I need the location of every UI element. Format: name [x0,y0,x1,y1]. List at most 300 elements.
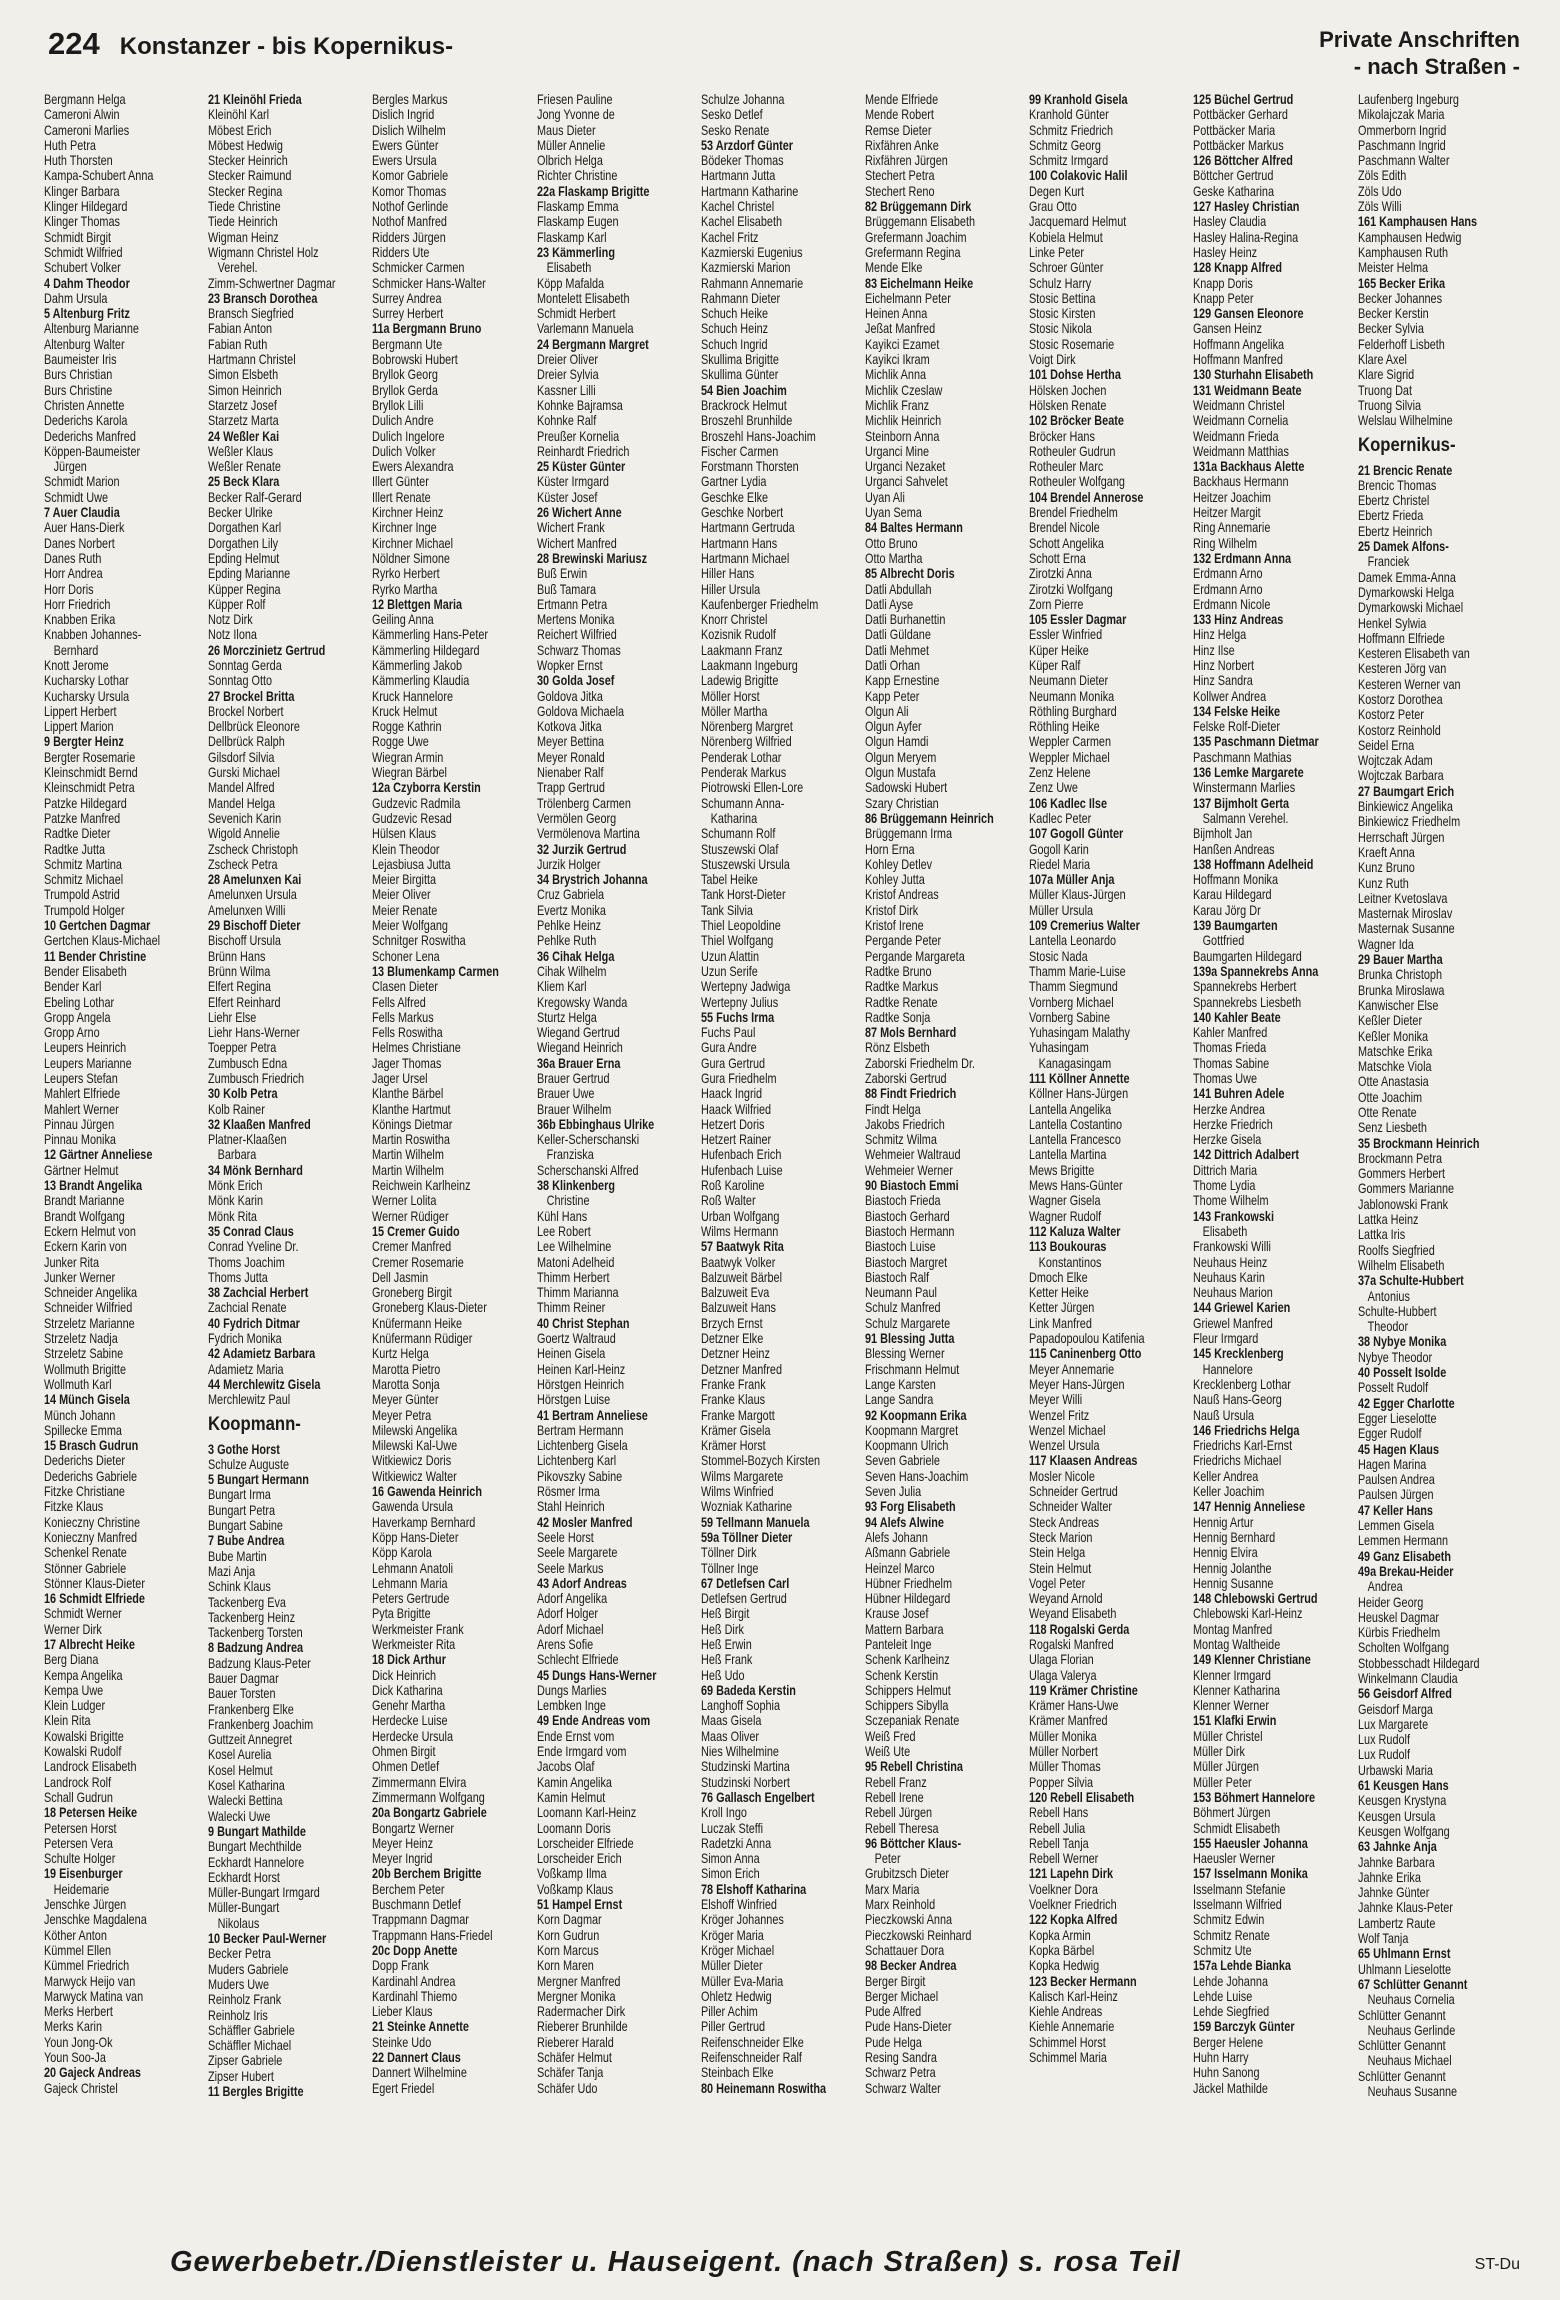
directory-column [865,92,1029,2242]
resident-entry: Weidmann Cornelia [1193,413,1289,429]
resident-entry: Kamphausen Hedwig [1357,229,1461,245]
resident-entry: Binkiewicz Angelika [1357,799,1453,815]
resident-entry: Schmitz Michael [44,872,124,888]
resident-entry: Olgun Meryem [864,749,937,765]
resident-entry: Meyer Hans-Jürgen [1029,1376,1125,1392]
house-number-entry: 102 Bröcker Beate [1029,413,1125,429]
resident-entry: Wilhelm Elisabeth [1357,1257,1444,1273]
resident-entry: Schulze Johanna [700,92,785,107]
resident-entry: Biastoch Hermann [864,1223,955,1239]
resident-entry: Conrad Yveline Dr. [208,1239,299,1255]
house-number-entry: 90 Biastoch Emmi [864,1178,959,1194]
resident-entry: Müller Annelie [536,137,605,153]
resident-entry: Mende Robert [864,107,934,123]
resident-entry: Weyand Arnold [1029,1591,1103,1607]
resident-entry: Ridders Jürgen [372,229,447,245]
resident-entry: Richter Christine [536,168,617,184]
resident-entry: Dymarkowski Helga [1357,584,1454,600]
resident-entry: Wenzel Michael [1029,1422,1106,1438]
resident-entry: Felderhoff Lisbeth [1357,336,1445,352]
resident-entry: Seele Markus [536,1560,604,1576]
resident-entry: Kunz Bruno [1357,860,1415,876]
house-number-entry: 56 Geisdorf Alfred [1357,1686,1452,1702]
resident-entry: Mende Elfriede [864,92,939,107]
resident-entry: Gropp Arno [44,1025,100,1041]
resident-entry: Keller Andrea [1193,1468,1259,1484]
resident-entry: Otto Bruno [864,535,918,551]
resident-entry: Neumann Paul [864,1285,937,1301]
resident-entry: Kranhold Günter [1029,107,1109,123]
resident-entry: Becker Sylvia [1357,321,1424,337]
resident-entry: Zipser Hubert [208,2068,275,2084]
resident-entry: Wichert Manfred [536,535,617,551]
resident-entry: Zipser Gabriele [208,2053,283,2069]
resident-entry: Lehde Siegfried [1193,2004,1270,2020]
resident-entry: Nies Wilhelmine [700,1744,779,1760]
resident-entry: Badzung Klaus-Peter [208,1655,311,1671]
resident-entry: Otte Joachim [1357,1089,1422,1105]
house-number-entry: 18 Petersen Heike [44,1805,138,1821]
resident-entry: Schmitz Irmgard [1029,153,1109,169]
resident-entry: Strzeletz Marianne [44,1315,135,1331]
resident-entry: Ebeling Lothar [44,994,115,1010]
resident-entry: Surrey Andrea [372,290,442,306]
resident-entry: Fuchs Paul [700,1025,756,1041]
house-number-entry: 53 Arzdorf Günter [700,137,793,153]
entry-continuation: Hannelore [1202,1361,1254,1377]
house-number-entry: 34 Mönk Bernhard [208,1162,304,1178]
resident-entry: Zaborski Gertrud [864,1071,947,1086]
resident-entry: Pottbäcker Markus [1193,137,1284,153]
resident-entry: Peters Gertrude [372,1591,450,1607]
resident-entry: Thamm Marie-Luise [1029,963,1126,979]
resident-entry: Pude Hans-Dieter [864,2019,952,2035]
resident-entry: Kaufenberger Friedhelm [700,596,819,612]
resident-entry: Kümmel Ellen [44,1942,112,1958]
house-number-entry: 59 Tellmann Manuela [700,1514,810,1530]
resident-entry: Töllner Dirk [700,1545,757,1561]
resident-entry: Hübner Friedhelm [864,1575,952,1591]
resident-entry: Witkiewicz Doris [372,1453,452,1469]
resident-entry: Neuhaus Heinz [1193,1254,1268,1270]
resident-entry: Lantella Angelika [1029,1101,1112,1117]
resident-entry: Brüggemann Elisabeth [864,214,975,230]
resident-entry: Werkmeister Rita [372,1636,456,1652]
resident-entry: Merchlewitz Paul [208,1392,291,1408]
resident-entry: Steinborn Anna [864,428,940,444]
resident-entry: Keusgen Ursula [1357,1808,1435,1824]
resident-entry: Gudzevic Resad [372,810,453,826]
resident-entry: Forstmann Thorsten [700,459,799,475]
resident-entry: Schäffler Gabriele [208,2022,296,2038]
house-number-entry: 91 Blessing Jutta [864,1331,955,1347]
house-number-entry: 112 Kaluza Walter [1029,1223,1121,1239]
resident-entry: Ewers Alexandra [372,459,454,475]
resident-entry: Röthling Heike [1029,719,1100,735]
resident-entry: Lux Margarete [1357,1716,1428,1732]
resident-entry: Wigmann Christel Holz [208,244,319,260]
entry-continuation: Franziska [546,1147,594,1163]
resident-entry: Frankenberg Elke [208,1701,295,1717]
resident-entry: Kachel Fritz [700,229,759,245]
resident-entry: Piller Gertrud [700,2019,765,2035]
resident-entry: Schulz Manfred [864,1300,941,1316]
resident-entry: Erdmann Arno [1193,581,1263,597]
resident-entry: Brünn Hans [208,948,266,964]
house-number-entry: 139 Baumgarten [1193,918,1278,934]
resident-entry: Kunz Ruth [1357,875,1409,891]
resident-entry: Balzuweit Bärbel [700,1269,782,1285]
resident-entry: Franke Margott [700,1407,775,1423]
entry-continuation: Peter [874,1851,901,1867]
resident-entry: Schmitz Georg [1029,137,1102,153]
house-number-entry: 30 Golda Josef [536,673,614,689]
resident-entry: Müller Monika [1029,1728,1097,1744]
entry-continuation: Nikolaus [217,1915,260,1931]
resident-entry: Kürbis Friedhelm [1357,1625,1440,1641]
resident-entry: Brendel Friedhelm [1029,505,1118,521]
resident-entry: Studzinski Martina [700,1759,790,1775]
resident-entry: Stönner Gabriele [44,1560,127,1576]
resident-entry: Elfert Regina [208,979,272,995]
resident-entry: Hiller Hans [700,566,754,582]
resident-entry: Erdmann Nicole [1193,596,1271,612]
resident-entry: Klein Rita [44,1713,91,1729]
house-number-entry: 126 Böttcher Alfred [1193,153,1294,169]
resident-entry: Küster Irmgard [536,474,609,490]
resident-entry: Pottbäcker Gerhard [1193,107,1289,123]
resident-entry: Hölsken Jochen [1029,382,1107,398]
resident-entry: Schenkel Renate [44,1545,127,1561]
resident-entry: Merks Karin [44,2019,103,2035]
resident-entry: Knorr Christel [700,612,768,628]
resident-entry: Paschmann Mathias [1193,749,1292,765]
resident-entry: Datli Mehmet [864,642,929,658]
house-number-entry: 44 Merchlewitz Gisela [208,1376,321,1392]
resident-entry: Ommerborn Ingrid [1357,122,1446,138]
house-number-entry: 139a Spannekrebs Anna [1193,963,1319,979]
entry-continuation: Heidemarie [53,1881,110,1897]
resident-entry: Matschke Viola [1357,1059,1432,1075]
resident-entry: Kröger Johannes [700,1912,784,1928]
house-number-entry: 25 Damek Alfons- [1357,539,1449,555]
resident-entry: Maus Dieter [536,122,596,138]
resident-entry: Meyer Ronald [536,749,605,765]
resident-entry: Kalisch Karl-Heinz [1029,1988,1118,2004]
house-number-entry: 85 Albrecht Doris [864,566,955,582]
resident-entry: Wilms Hermann [700,1223,779,1239]
resident-entry: Cameroni Marlies [44,122,130,138]
resident-entry: Uyan Sema [864,505,922,521]
house-number-entry: 30 Kolb Petra [208,1086,278,1102]
resident-entry: Zimm-Schwertner Dagmar [208,275,336,291]
house-number-entry: 76 Gallasch Engelbert [700,1789,815,1805]
resident-entry: Kämmerling Hans-Peter [372,627,489,643]
resident-entry: Meyer Ingrid [372,1851,433,1867]
resident-entry: Altenburg Marianne [44,321,139,337]
resident-entry: Backhaus Hermann [1193,474,1289,490]
resident-entry: Koopmann Ulrich [864,1438,949,1454]
resident-entry: Mahlert Werner [44,1101,119,1117]
house-number-entry: 88 Findt Friedrich [864,1086,957,1102]
resident-entry: Meier Renate [372,902,438,918]
resident-entry: Schäffler Michael [208,2038,292,2054]
resident-entry: Kirchner Michael [372,535,454,551]
house-number-entry: 155 Haeusler Johanna [1193,1835,1309,1851]
resident-entry: Paschmann Ingrid [1357,137,1446,153]
entry-continuation: Gottfried [1202,933,1245,949]
resident-entry: Becker Kerstin [1357,306,1429,322]
resident-entry: Yuhasingam [1029,1040,1089,1056]
resident-entry: Stein Helga [1029,1545,1086,1561]
resident-entry: Rixfähren Anke [864,137,939,153]
resident-entry: Weßler Klaus [208,443,274,459]
resident-entry: Heinzel Marco [864,1560,935,1576]
house-number-entry: 10 Gertchen Dagmar [44,918,151,934]
resident-entry: Lehde Luise [1193,1988,1253,2004]
resident-entry: Flaskamp Eugen [536,214,619,230]
resident-entry: Lattka Heinz [1357,1212,1418,1228]
resident-entry: Fydrich Monika [208,1331,282,1347]
resident-entry: Mönk Erich [208,1178,263,1194]
resident-entry: Klinger Barbara [44,183,120,199]
resident-entry: Meister Helma [1357,260,1428,276]
house-number-entry: 51 Hampel Ernst [536,1897,622,1913]
resident-entry: Lichtenberg Karl [536,1453,616,1469]
resident-entry: Radtke Dieter [44,826,111,842]
resident-entry: Ulaga Florian [1029,1652,1094,1668]
resident-entry: Zimmermann Elvira [372,1774,467,1790]
resident-entry: Erdmann Arno [1193,566,1263,582]
resident-entry: Ketter Heike [1029,1285,1089,1301]
resident-entry: Thimm Herbert [536,1269,610,1285]
resident-entry: Hartmann Katharine [700,183,799,199]
resident-entry: Schmidt Birgit [44,229,112,245]
resident-entry: Bergles Markus [372,92,448,107]
resident-entry: Kapp Peter [864,688,920,704]
resident-entry: Amelunxen Ursula [208,887,298,903]
resident-entry: Rebell Irene [864,1789,924,1805]
resident-entry: Geschke Norbert [700,505,783,521]
resident-entry: Vornberg Michael [1029,994,1114,1010]
resident-entry: Wagner Rudolf [1029,1208,1102,1224]
resident-entry: Datli Orhan [864,657,920,673]
resident-entry: Landrock Rolf [44,1774,112,1790]
resident-entry: Schumann Rolf [700,826,776,842]
resident-entry: Bongartz Werner [372,1820,455,1836]
resident-entry: Hartmann Hans [700,535,777,551]
resident-entry: Ladewig Brigitte [700,673,779,689]
resident-entry: Urganci Mine [864,443,930,459]
resident-entry: Zorn Pierre [1029,596,1084,612]
resident-entry: Remse Dieter [864,122,932,138]
resident-entry: Möbest Hedwig [208,137,284,153]
resident-entry: Trappmann Hans-Friedel [372,1927,493,1943]
resident-entry: Kliem Karl [536,979,587,995]
resident-entry: Mattern Barbara [864,1621,944,1637]
house-number-entry: 47 Keller Hans [1357,1502,1433,1518]
resident-entry: Rahmann Annemarie [700,275,803,291]
resident-entry: Uhlmann Lieselotte [1357,1961,1451,1977]
resident-entry: Schmitz Friedrich [1029,122,1114,138]
resident-entry: Bungart Sabine [208,1518,284,1534]
resident-entry: Trapp Gertrud [536,780,605,796]
resident-entry: Thomas Frieda [1193,1040,1267,1056]
resident-entry: Müller Dieter [700,1958,763,1974]
resident-entry: Junker Rita [44,1254,100,1270]
resident-entry: Kanwischer Else [1357,997,1438,1013]
resident-entry: Egger Rudolf [1357,1426,1421,1442]
resident-entry: Pieczkowski Anna [864,1912,952,1928]
resident-entry: Buschmann Detlef [372,1897,462,1913]
resident-entry: Loomann Karl-Heinz [536,1805,636,1821]
resident-entry: Lehde Johanna [1193,1973,1269,1989]
resident-entry: Isselmann Wilfried [1193,1897,1283,1913]
resident-entry: Kostorz Reinhold [1357,722,1441,738]
house-number-entry: 19 Eisenburger [44,1866,123,1882]
resident-entry: Wertepny Julius [700,994,778,1010]
resident-entry: Keller Joachim [1193,1484,1265,1500]
entry-continuation: Neuhaus Susanne [1367,2084,1457,2099]
resident-entry: Youn Jong-Ok [44,2034,113,2050]
house-number-entry: 123 Becker Hermann [1029,1973,1137,1989]
resident-entry: Rieberer Brunhilde [536,2019,628,2035]
resident-entry: Hartmann Michael [700,550,789,566]
resident-entry: Gärtner Helmut [44,1162,119,1178]
resident-entry: Urbawski Maria [1357,1762,1433,1778]
resident-entry: Voßkamp Ilma [536,1866,607,1882]
resident-entry: Kleinschmidt Petra [44,780,135,796]
resident-entry: Thome Lydia [1193,1178,1256,1194]
resident-entry: Wozniak Katharine [700,1499,792,1515]
resident-entry: Fabian Ruth [208,336,268,352]
house-number-entry: 14 Münch Gisela [44,1392,130,1408]
resident-entry: Karau Jörg Dr [1193,902,1262,918]
resident-entry: Biastoch Margret [864,1254,948,1270]
resident-entry: Montag Waltheide [1193,1636,1281,1652]
resident-entry: Dahm Ursula [44,290,108,306]
resident-entry: Lembken Inge [536,1698,606,1714]
resident-entry: Schulz Margarete [864,1315,951,1331]
resident-entry: Kostorz Peter [1357,707,1424,723]
resident-entry: Werner Rüdiger [372,1208,449,1224]
resident-entry: Mönk Karin [208,1193,264,1209]
resident-entry: Strzeletz Sabine [44,1346,124,1362]
house-number-entry: 36b Ebbinghaus Ulrike [536,1116,654,1132]
resident-entry: Gertchen Klaus-Michael [44,933,161,949]
resident-entry: Hufenbach Erich [700,1147,782,1163]
entry-continuation: Bernhard [53,642,99,658]
resident-entry: Rotheuler Wolfgang [1029,474,1126,490]
entry-continuation: Neuhaus Michael [1367,2053,1452,2069]
resident-entry: Köther Anton [44,1927,107,1943]
resident-entry: Kämmerling Klaudia [372,673,470,689]
resident-entry: Kamphausen Ruth [1357,244,1448,260]
resident-entry: Kosel Aurelia [208,1747,272,1763]
resident-entry: Amelunxen Willi [208,902,286,918]
resident-entry: Eckern Karin von [44,1239,127,1255]
resident-entry: Lange Karsten [864,1376,936,1392]
house-number-entry: 109 Cremerius Walter [1029,918,1140,934]
house-number-entry: 7 Auer Claudia [44,505,120,521]
house-number-entry: 118 Rogalski Gerda [1029,1621,1130,1637]
resident-entry: Zöls Edith [1357,168,1406,184]
resident-entry: Trappmann Dagmar [372,1912,470,1928]
section-title: Private Anschriften [1319,27,1520,52]
resident-entry: Merks Herbert [44,2004,113,2020]
house-number-entry: 146 Friedrichs Helga [1193,1422,1300,1438]
resident-entry: Patzke Hildegard [44,795,127,811]
resident-entry: Elshoff Winfried [700,1897,777,1913]
house-number-entry: 24 Weßler Kai [208,428,280,444]
house-number-entry: 149 Klenner Christiane [1193,1652,1312,1668]
resident-entry: Knüfermann Rüdiger [372,1331,473,1347]
section-subtitle: - nach Straßen - [1353,54,1520,79]
resident-entry: Kazmierski Eugenius [700,244,803,260]
resident-entry: Reinholz Iris [208,2007,269,2023]
resident-entry: Dorgathen Karl [208,520,282,536]
resident-entry: Zirotzki Anna [1029,566,1092,582]
resident-entry: Knüfermann Heike [372,1315,463,1331]
resident-entry: Lippert Marion [44,719,114,735]
entry-continuation: Theodor [1367,1319,1408,1335]
resident-entry: Geiling Anna [372,612,435,628]
resident-entry: Kohnke Bajramsa [536,397,623,413]
resident-entry: Rebell Jürgen [864,1805,933,1821]
house-number-entry: 38 Nybye Monika [1357,1334,1446,1350]
resident-entry: Ketter Jürgen [1029,1300,1095,1316]
resident-entry: Wollmuth Brigitte [44,1361,126,1377]
resident-entry: Dulich Andre [372,413,435,429]
resident-entry: Jahnke Klaus-Peter [1357,1900,1453,1916]
resident-entry: Bube Martin [208,1548,267,1564]
house-number-entry: 128 Knapp Alfred [1193,260,1283,276]
resident-entry: Sadowski Hubert [864,780,948,796]
house-number-entry: 120 Rebell Elisabeth [1029,1789,1135,1805]
resident-entry: Müller-Bungart [208,1900,280,1916]
resident-entry: Weßler Renate [208,459,282,475]
resident-entry: Masternak Miroslav [1357,906,1452,922]
resident-entry: Ohletz Hedwig [700,1988,772,2004]
resident-entry: Bergmann Helga [44,92,126,107]
house-number-entry: 145 Krecklenberg [1193,1346,1284,1362]
resident-entry: Burs Christian [44,367,113,383]
resident-entry: Paulsen Jürgen [1357,1487,1434,1503]
resident-entry: Papadopoulou Katifenia [1029,1331,1145,1347]
resident-entry: Lux Rudolf [1357,1747,1410,1763]
resident-entry: Weidmann Matthias [1193,443,1290,459]
house-number-entry: 10 Becker Paul-Werner [208,1931,327,1947]
resident-entry: Reichwein Karlheinz [372,1178,471,1194]
resident-entry: Heß Frank [700,1652,753,1668]
resident-entry: Hoffmann Elfriede [1357,630,1445,646]
resident-entry: Toepper Petra [208,1040,277,1056]
resident-entry: Reinhardt Friedrich [536,443,630,459]
resident-entry: Ertmann Petra [536,596,607,612]
resident-entry: Michlik Franz [864,397,929,413]
resident-entry: Notz Ilona [208,627,258,643]
resident-entry: Schulze Auguste [208,1456,290,1472]
resident-entry: Gommers Herbert [1357,1166,1445,1182]
resident-entry: Ewers Günter [372,137,439,153]
resident-entry: Egger Lieselotte [1357,1410,1437,1426]
resident-entry: Brendel Nicole [1029,520,1100,536]
resident-entry: Horn Erna [864,841,915,857]
resident-entry: Schmicker Hans-Walter [372,275,487,291]
resident-entry: Kayikci Ikram [864,352,930,368]
resident-entry: Schäfer Helmut [536,2050,612,2065]
resident-entry: Urganci Sahvelet [864,474,948,490]
